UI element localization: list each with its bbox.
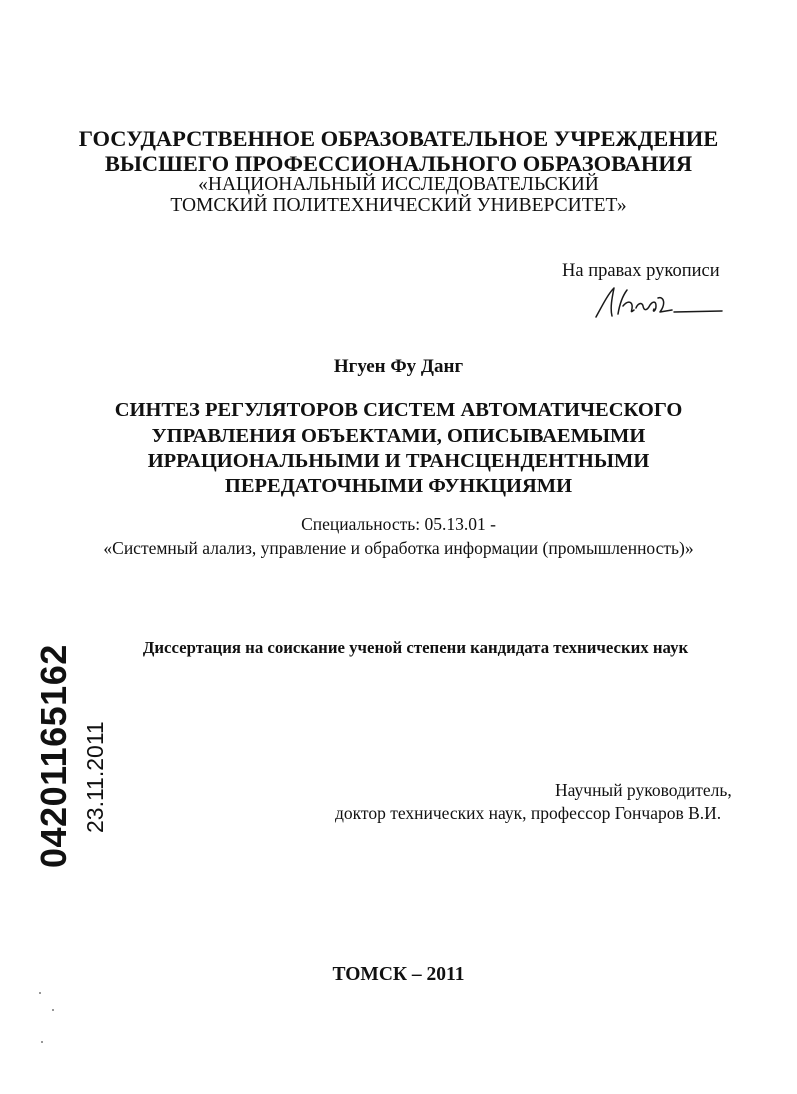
scan-speck: [41, 1041, 43, 1043]
supervisor-label: Научный руководитель,: [555, 780, 732, 800]
title-line-3: ИРРАЦИОНАЛЬНЫМИ И ТРАНСЦЕНДЕНТНЫМИ: [147, 450, 650, 472]
title-line-4: ПЕРЕДАТОЧНЫМИ ФУНКЦИЯМИ: [224, 475, 573, 497]
scan-speck: [52, 1009, 54, 1011]
dissertation-degree-note: Диссертация на соискание ученой степени кандидата технических наук: [142, 638, 689, 657]
manuscript-rights-note: На правах рукописи: [562, 261, 720, 281]
specialty-code: Специальность: 05.13.01 -: [301, 514, 496, 534]
supervisor-name: доктор технических наук, профессор Гончаров В.И.: [335, 803, 722, 823]
institution-line-2: ВЫСШЕГО ПРОФЕССИОНАЛЬНОГО ОБРАЗОВАНИЯ: [104, 151, 693, 176]
institution-line-4: ТОМСКИЙ ПОЛИТЕХНИЧЕСКИЙ УНИВЕРСИТЕТ»: [170, 195, 627, 216]
author-signature: [594, 284, 724, 320]
specialty-name: «Системный алализ, управление и обработка информации (промышленность)»: [103, 538, 694, 558]
institution-line-3: «НАЦИОНАЛЬНЫЙ ИССЛЕДОВАТЕЛЬСКИЙ: [198, 174, 599, 195]
library-stamp-number: 04201165162: [33, 644, 74, 868]
library-stamp-date: 23.11.2011: [82, 721, 108, 833]
institution-line-1: ГОСУДАРСТВЕННОЕ ОБРАЗОВАТЕЛЬНОЕ УЧРЕЖДЕНИЕ: [78, 126, 719, 151]
scan-speck: [39, 992, 41, 994]
title-line-2: УПРАВЛЕНИЯ ОБЪЕКТАМИ, ОПИСЫВАЕМЫМИ: [151, 425, 646, 447]
title-line-1: СИНТЕЗ РЕГУЛЯТОРОВ СИСТЕМ АВТОМАТИЧЕСКОГО: [114, 399, 683, 421]
city-year: ТОМСК – 2011: [332, 964, 465, 985]
author-name: Нгуен Фу Данг: [333, 356, 464, 377]
